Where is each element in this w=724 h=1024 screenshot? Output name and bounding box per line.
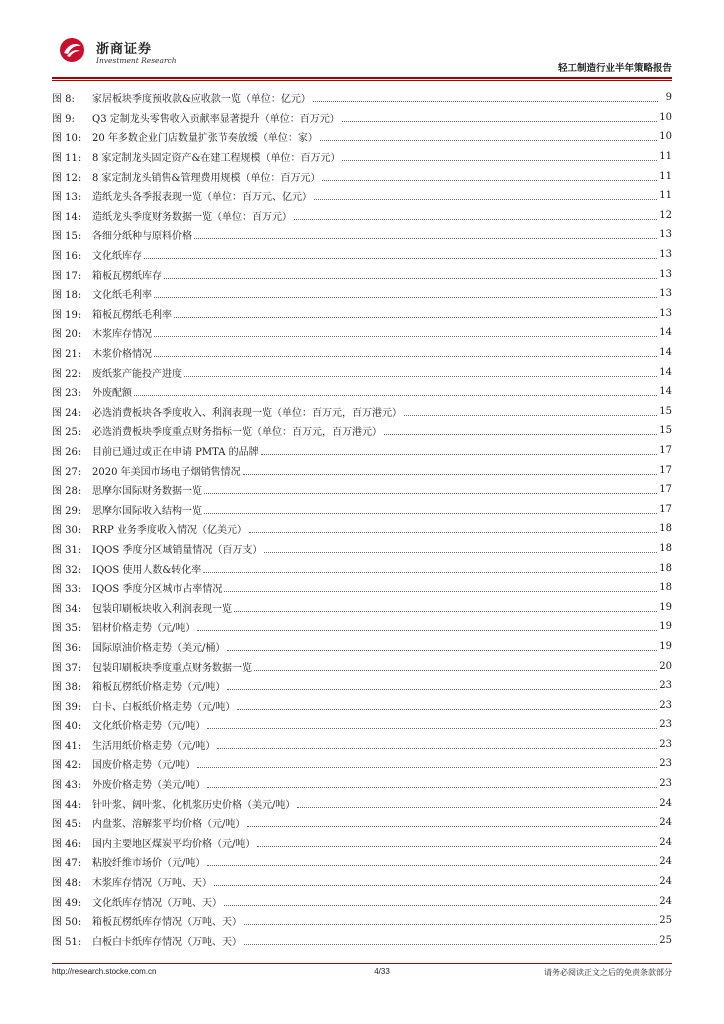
toc-leader-dots [164, 278, 657, 279]
toc-entry-label [52, 659, 252, 674]
toc-entry[interactable] [52, 88, 672, 108]
toc-entry-label [52, 561, 201, 576]
toc-entry-title: IQOS 季度分区城市占率情况 [92, 584, 223, 596]
toc-entry-page: 11 [659, 151, 672, 163]
toc-leader-dots [320, 140, 657, 141]
toc-entry-title: 必选消费板块季度重点财务指标一览（单位：百万元，百万港元） [92, 427, 382, 439]
toc-entry-number: 图 51: [52, 936, 82, 948]
page-header [52, 34, 672, 80]
toc-leader-dots [297, 807, 657, 808]
toc-entry-title: 8 家定制龙头固定资产&在建工程规模（单位：百万元） [92, 153, 341, 165]
toc-entry-label [52, 188, 312, 203]
toc-leader-dots [237, 709, 657, 710]
toc-entry[interactable] [52, 441, 672, 461]
toc-entry[interactable] [52, 304, 672, 324]
toc-entry-title: 文化纸毛利率 [92, 290, 152, 302]
toc-entry-label [52, 933, 242, 948]
toc-entry-number: 图 35: [52, 623, 82, 635]
report-title: 轻工制造行业半年策略报告 [557, 63, 672, 74]
toc-leader-dots [342, 160, 657, 161]
toc-entry-title: 文化纸库存情况（万吨、天） [92, 897, 222, 909]
toc-entry-page: 9 [665, 92, 672, 104]
toc-entry[interactable] [52, 108, 672, 128]
toc-entry-title: 20 年多数企业门店数量扩张节奏放缓（单位：家） [92, 133, 318, 145]
toc-entry-title: 2020 年美国市场电子烟销售情况 [92, 466, 241, 478]
toc-entry-title: 箱板瓦楞纸毛利率 [92, 309, 172, 321]
toc-entry-label [52, 854, 205, 869]
toc-entry-number: 图 39: [52, 701, 82, 713]
toc-entry-label [52, 815, 245, 830]
toc-entry-label [52, 365, 182, 380]
toc-entry-label [52, 796, 295, 811]
toc-entry-number: 图 32: [52, 564, 82, 576]
toc-entry-number: 图 23: [52, 388, 82, 400]
toc-entry[interactable] [52, 127, 672, 147]
toc-leader-dots [203, 572, 657, 573]
toc-entry-number: 图 31: [52, 544, 82, 556]
toc-leader-dots [184, 376, 657, 377]
toc-entry-page: 25 [659, 915, 672, 927]
toc-entry-number: 图 41: [52, 740, 82, 752]
toc-entry-title: 各细分纸种与原料价格 [92, 231, 192, 243]
toc-entry[interactable] [52, 186, 672, 206]
toc-entry-title: Q3 定制龙头零售收入贡献率显著提升（单位：百万元） [92, 113, 340, 125]
figure-list [52, 88, 672, 950]
toc-leader-dots [244, 924, 657, 925]
toc-entry-number: 图 42: [52, 760, 82, 772]
toc-entry-page: 23 [659, 699, 672, 711]
toc-entry-label [52, 208, 292, 223]
toc-entry-label [52, 267, 162, 282]
toc-entry-title: 废纸浆产能投产进度 [92, 368, 182, 380]
toc-entry-label [52, 580, 222, 595]
toc-entry-page: 24 [659, 817, 672, 829]
toc-entry-title: 国际原油价格走势（美元/桶） [92, 642, 226, 654]
toc-entry[interactable] [52, 911, 672, 931]
header-divider-thin [52, 80, 672, 81]
toc-entry-label [52, 835, 255, 850]
toc-entry-page: 23 [659, 758, 672, 770]
toc-entry-label [52, 678, 225, 693]
toc-entry-number: 图 13: [52, 192, 82, 204]
toc-entry-page: 24 [659, 876, 672, 888]
toc-entry[interactable] [52, 147, 672, 167]
toc-entry-title: 文化纸价格走势（元/吨） [92, 721, 206, 733]
footer-url-link[interactable]: http://research.stocke.com.cn [52, 967, 157, 976]
toc-entry[interactable] [52, 676, 672, 696]
toc-entry-number: 图 8: [52, 94, 75, 106]
toc-entry[interactable] [52, 284, 672, 304]
toc-entry-number: 图 22: [52, 368, 82, 380]
toc-entry-title: 箱板瓦楞纸价格走势（元/吨） [92, 682, 226, 694]
toc-entry-page: 18 [659, 542, 672, 554]
toc-entry[interactable] [52, 460, 672, 480]
toc-entry-label [52, 286, 152, 301]
toc-entry-page: 14 [659, 366, 672, 378]
toc-entry-number: 图 28: [52, 486, 82, 498]
toc-entry-label [52, 776, 205, 791]
toc-entry-number: 图 21: [52, 349, 82, 361]
toc-leader-dots [174, 317, 657, 318]
toc-entry[interactable] [52, 578, 672, 598]
toc-entry-label [52, 521, 247, 536]
toc-entry-label [52, 913, 242, 928]
toc-entry-label [52, 110, 340, 125]
toc-entry-title: 造纸龙头各季报表现一览（单位：百万元、亿元） [92, 192, 312, 204]
toc-entry-page: 25 [659, 934, 672, 946]
toc-entry-page: 14 [659, 386, 672, 398]
toc-entry-title: 国内主要地区煤炭平均价格（元/吨） [92, 838, 256, 850]
toc-entry-page: 13 [659, 249, 672, 261]
toc-entry-page: 19 [659, 621, 672, 633]
toc-entry-label [52, 423, 382, 438]
toc-entry-number: 图 38: [52, 682, 82, 694]
toc-leader-dots [224, 591, 657, 592]
toc-entry-page: 11 [659, 170, 672, 182]
toc-entry[interactable] [52, 833, 672, 853]
toc-entry-title: 针叶浆、阔叶浆、化机浆历史价格（美元/吨） [92, 799, 296, 811]
toc-entry-label [52, 129, 318, 144]
toc-entry[interactable] [52, 402, 672, 422]
toc-entry[interactable] [52, 637, 672, 657]
toc-entry-page: 13 [659, 229, 672, 241]
toc-entry-number: 图 30: [52, 525, 82, 537]
toc-entry-page: 19 [659, 601, 672, 613]
toc-leader-dots [264, 552, 657, 553]
toc-entry[interactable] [52, 264, 672, 284]
toc-entry[interactable] [52, 813, 672, 833]
toc-entry-number: 图 43: [52, 780, 82, 792]
toc-entry-page: 18 [659, 562, 672, 574]
toc-entry-title: IQOS 使用人数&转化率 [92, 564, 202, 576]
toc-entry-label [52, 149, 340, 164]
page-number: 4/33 [374, 967, 390, 976]
toc-entry-title: 内盘浆、溶解浆平均价格（元/吨） [92, 819, 246, 831]
toc-entry-title: 8 家定制龙头销售&管理费用规模（单位：百万元） [92, 172, 321, 184]
page-footer [52, 967, 672, 981]
toc-entry-number: 图 24: [52, 407, 82, 419]
toc-entry-page: 12 [659, 209, 672, 221]
toc-entry-number: 图 16: [52, 251, 82, 263]
toc-leader-dots [224, 905, 657, 906]
toc-entry[interactable] [52, 421, 672, 441]
toc-entry-label [52, 541, 262, 556]
toc-entry[interactable] [52, 245, 672, 265]
toc-entry[interactable] [52, 343, 672, 363]
toc-entry-label [52, 404, 402, 419]
header-divider [52, 77, 672, 79]
toc-entry-page: 23 [659, 778, 672, 790]
toc-entry-title: 家居板块季度预收款&应收款一览（单位：亿元） [92, 94, 311, 106]
toc-leader-dots [194, 238, 657, 239]
toc-entry-title: 国废价格走势（元/吨） [92, 760, 196, 772]
toc-entry-number: 图 48: [52, 878, 82, 890]
toc-entry-label [52, 227, 192, 242]
toc-leader-dots [243, 474, 658, 475]
toc-entry-title: 造纸龙头季度财务数据一览（单位：百万元） [92, 211, 292, 223]
toc-entry-title: 白板白卡纸库存情况（万吨、天） [92, 936, 242, 948]
toc-entry-label [52, 874, 212, 889]
toc-entry-number: 图 47: [52, 858, 82, 870]
toc-entry-number: 图 46: [52, 838, 82, 850]
toc-entry[interactable] [52, 166, 672, 186]
toc-leader-dots [207, 787, 657, 788]
toc-leader-dots [314, 199, 657, 200]
toc-entry[interactable] [52, 539, 672, 559]
toc-entry-page: 11 [659, 190, 672, 202]
toc-entry-title: 箱板瓦楞纸库存 [92, 270, 162, 282]
toc-leader-dots [322, 180, 657, 181]
toc-entry-page: 15 [659, 405, 672, 417]
toc-entry-title: RRP 业务季度收入情况（亿美元） [92, 525, 247, 537]
toc-entry[interactable] [52, 617, 672, 637]
toc-leader-dots [197, 767, 657, 768]
toc-leader-dots [254, 670, 657, 671]
toc-entry[interactable] [52, 206, 672, 226]
toc-entry-title: IQOS 季度分区域销量情况（百万支） [92, 544, 263, 556]
toc-entry-title: 外废价格走势（美元/吨） [92, 780, 206, 792]
toc-leader-dots [384, 434, 657, 435]
toc-entry-label [52, 502, 202, 517]
toc-entry[interactable] [52, 872, 672, 892]
toc-entry-number: 图 27: [52, 466, 82, 478]
toc-entry-label [52, 717, 205, 732]
toc-entry[interactable] [52, 931, 672, 951]
toc-entry-label [52, 600, 232, 615]
toc-entry-number: 图 36: [52, 642, 82, 654]
toc-leader-dots [294, 219, 657, 220]
toc-leader-dots [217, 748, 657, 749]
toc-entry-title: 铝材价格走势（元/吨） [92, 623, 196, 635]
toc-entry-page: 10 [659, 131, 672, 143]
toc-entry[interactable] [52, 362, 672, 382]
toc-entry-page: 13 [659, 307, 672, 319]
toc-entry-number: 图 50: [52, 917, 82, 929]
toc-leader-dots [261, 454, 658, 455]
toc-entry-number: 图 12: [52, 172, 82, 184]
toc-leader-dots [404, 415, 657, 416]
toc-entry-page: 19 [659, 640, 672, 652]
toc-entry-page: 17 [659, 464, 672, 476]
toc-entry[interactable] [52, 597, 672, 617]
toc-entry-number: 图 20: [52, 329, 82, 341]
toc-entry[interactable] [52, 519, 672, 539]
toc-entry[interactable] [52, 695, 672, 715]
toc-entry-label [52, 463, 241, 478]
brand-name-en: Investment Research [96, 56, 177, 65]
toc-entry-page: 10 [659, 111, 672, 123]
toc-entry-page: 24 [659, 797, 672, 809]
toc-entry-label [52, 90, 311, 105]
toc-entry-title: 思摩尔国际财务数据一览 [92, 486, 202, 498]
footer-divider [52, 963, 672, 964]
toc-entry-label [52, 325, 152, 340]
toc-entry-number: 图 17: [52, 270, 82, 282]
toc-leader-dots [204, 493, 657, 494]
toc-entry-title: 包装印刷板块收入利润表现一览 [92, 603, 232, 615]
toc-leader-dots [134, 395, 657, 396]
toc-entry-label [52, 482, 202, 497]
toc-leader-dots [313, 101, 658, 102]
toc-entry[interactable] [52, 754, 672, 774]
toc-entry-page: 13 [659, 268, 672, 280]
toc-entry-page: 14 [659, 327, 672, 339]
toc-entry-number: 图 19: [52, 309, 82, 321]
toc-entry-number: 图 14: [52, 211, 82, 223]
toc-leader-dots [247, 826, 657, 827]
toc-entry-label [52, 443, 259, 458]
toc-entry-number: 图 33: [52, 584, 82, 596]
toc-entry-page: 18 [659, 523, 672, 535]
toc-entry-page: 15 [659, 425, 672, 437]
toc-entry-number: 图 34: [52, 603, 82, 615]
toc-leader-dots [154, 356, 657, 357]
toc-entry-number: 图 45: [52, 819, 82, 831]
toc-entry-label [52, 345, 152, 360]
toc-entry[interactable] [52, 656, 672, 676]
toc-entry-page: 17 [659, 444, 672, 456]
toc-entry-number: 图 37: [52, 662, 82, 674]
toc-leader-dots [154, 297, 657, 298]
brand-name-cn: 浙商证券 [96, 42, 153, 57]
toc-leader-dots [234, 611, 657, 612]
toc-leader-dots [227, 650, 657, 651]
toc-entry-number: 图 11: [52, 153, 82, 165]
toc-entry-title: 文化纸库存 [92, 251, 142, 263]
toc-leader-dots [249, 532, 657, 533]
toc-leader-dots [144, 258, 657, 259]
brand-logo [52, 34, 212, 70]
toc-entry-label [52, 384, 132, 399]
toc-entry-number: 图 15: [52, 231, 82, 243]
toc-entry-label [52, 306, 172, 321]
toc-entry-number: 图 40: [52, 721, 82, 733]
disclaimer-note: 请务必阅读正文之后的免责条款部分 [544, 968, 672, 977]
toc-entry-title: 外废配额 [92, 388, 132, 400]
toc-entry[interactable] [52, 225, 672, 245]
toc-entry[interactable] [52, 715, 672, 735]
toc-leader-dots [214, 885, 657, 886]
toc-entry-title: 白卡、白板纸价格走势（元/吨） [92, 701, 236, 713]
toc-entry-label [52, 639, 225, 654]
toc-entry-title: 箱板瓦楞纸库存情况（万吨、天） [92, 917, 242, 929]
toc-entry-page: 17 [659, 503, 672, 515]
toc-entry-title: 木浆库存情况（万吨、天） [92, 878, 212, 890]
toc-entry-page: 24 [659, 836, 672, 848]
toc-entry-page: 17 [659, 484, 672, 496]
toc-entry-title: 粘胶纤维市场价（元/吨） [92, 858, 206, 870]
toc-entry-page: 18 [659, 582, 672, 594]
toc-entry-label [52, 698, 235, 713]
toc-entry-page: 23 [659, 738, 672, 750]
toc-entry[interactable] [52, 852, 672, 872]
toc-entry-title: 包装印刷板块季度重点财务数据一览 [92, 662, 252, 674]
toc-entry-number: 图 49: [52, 897, 82, 909]
toc-entry-title: 目前已通过或正在申请 PMTA 的品牌 [92, 446, 259, 458]
toc-entry-label [52, 619, 195, 634]
toc-entry-page: 24 [659, 856, 672, 868]
toc-entry-label [52, 894, 222, 909]
toc-entry-page: 20 [659, 660, 672, 672]
toc-entry-title: 必选消费板块各季度收入、利润表现一览（单位：百万元，百万港元） [92, 407, 402, 419]
toc-leader-dots [342, 121, 658, 122]
toc-entry-label [52, 756, 195, 771]
toc-entry[interactable] [52, 774, 672, 794]
toc-entry-number: 图 10: [52, 133, 82, 145]
toc-entry-title: 木浆价格情况 [92, 349, 152, 361]
toc-entry[interactable] [52, 382, 672, 402]
toc-entry[interactable] [52, 323, 672, 343]
toc-entry[interactable] [52, 793, 672, 813]
toc-entry-title: 木浆库存情况 [92, 329, 152, 341]
toc-entry-page: 14 [659, 347, 672, 359]
toc-leader-dots [244, 944, 657, 945]
toc-entry-title: 思摩尔国际收入结构一览 [92, 505, 202, 517]
toc-entry[interactable] [52, 480, 672, 500]
toc-entry-number: 图 18: [52, 290, 82, 302]
toc-leader-dots [154, 336, 657, 337]
toc-entry-number: 图 26: [52, 446, 82, 458]
toc-entry-title: 生活用纸价格走势（元/吨） [92, 740, 216, 752]
toc-entry-label [52, 169, 320, 184]
brand-logo-icon [58, 36, 86, 64]
toc-leader-dots [227, 689, 657, 690]
toc-entry[interactable] [52, 891, 672, 911]
toc-entry-label [52, 737, 215, 752]
toc-leader-dots [197, 630, 657, 631]
toc-leader-dots [204, 513, 657, 514]
toc-leader-dots [257, 846, 657, 847]
toc-entry-page: 13 [659, 288, 672, 300]
toc-entry-number: 图 29: [52, 505, 82, 517]
toc-leader-dots [207, 728, 657, 729]
toc-entry-page: 24 [659, 895, 672, 907]
toc-entry-number: 图 9: [52, 113, 75, 125]
toc-entry-page: 23 [659, 680, 672, 692]
toc-entry[interactable] [52, 735, 672, 755]
toc-entry-number: 图 44: [52, 799, 82, 811]
toc-entry[interactable] [52, 558, 672, 578]
toc-entry-page: 23 [659, 719, 672, 731]
toc-entry[interactable] [52, 499, 672, 519]
toc-leader-dots [207, 865, 657, 866]
toc-entry-number: 图 25: [52, 427, 82, 439]
toc-entry-label [52, 247, 142, 262]
